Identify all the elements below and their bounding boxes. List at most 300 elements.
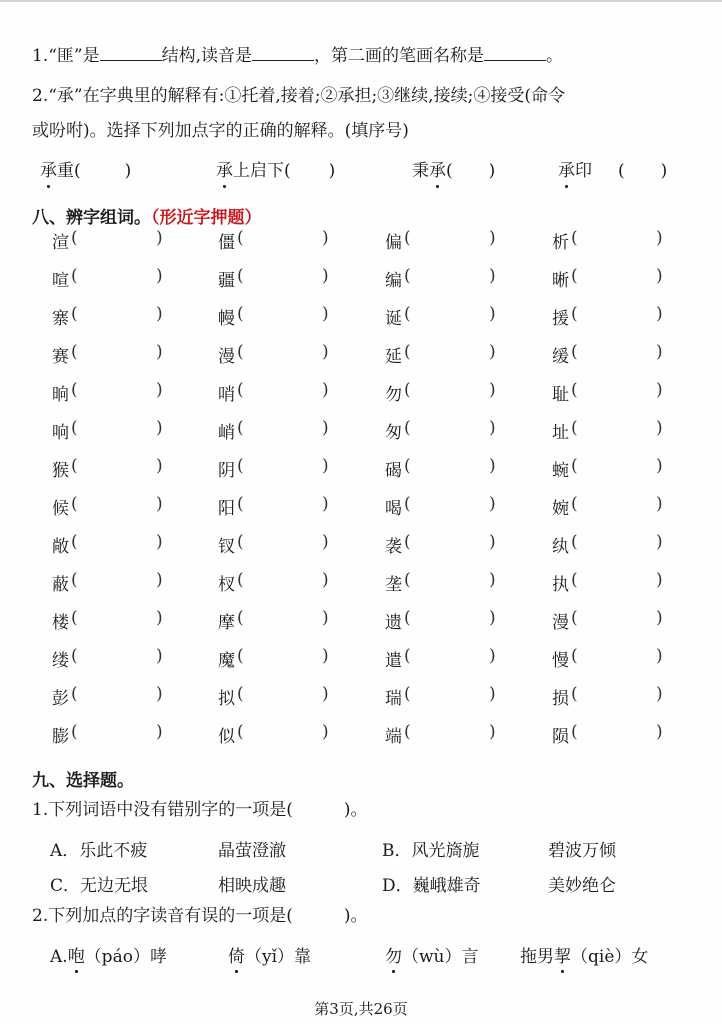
open-paren: ( [571, 722, 578, 742]
grid-row [0, 608, 722, 632]
close-paren: ) [322, 380, 329, 400]
character: 延 [385, 347, 402, 367]
word-cell[interactable] [552, 228, 667, 252]
close-paren: ) [322, 570, 329, 590]
open-paren: ( [571, 684, 578, 704]
character: 僵 [218, 233, 235, 253]
character: 婉 [552, 499, 569, 519]
character: 楼 [52, 613, 69, 633]
open-paren: ( [237, 494, 244, 514]
character: 耻 [552, 385, 569, 405]
open-paren: ( [237, 532, 244, 552]
pinyin: （yǐ） [245, 947, 295, 967]
close-paren: ) [489, 608, 496, 628]
dotted-char: 挈 [554, 942, 571, 967]
close-paren: ) [322, 456, 329, 476]
question-2-line2: 或吩咐)。选择下列加点字的正确的解释。(填序号) [32, 121, 409, 141]
character: 喧 [52, 271, 69, 291]
close-paren: ) [489, 418, 496, 438]
word-cell[interactable] [218, 418, 333, 442]
open-paren: ( [237, 722, 244, 742]
word-cell[interactable] [385, 646, 500, 670]
word-cell[interactable] [52, 608, 167, 632]
character: 勿 [385, 385, 402, 405]
character: 编 [385, 271, 402, 291]
close-paren: ) [156, 722, 163, 742]
character: 敞 [52, 537, 69, 557]
close-paren: ) [656, 456, 663, 476]
close-paren: ) [322, 418, 329, 438]
q2-item-3 [412, 160, 495, 182]
character: 慢 [552, 651, 569, 671]
close-paren: ) [489, 646, 496, 666]
word-cell[interactable] [385, 418, 500, 442]
open-paren: ( [571, 266, 578, 286]
word-cell[interactable] [218, 608, 333, 632]
close-paren: ) [489, 380, 496, 400]
close-paren: ) [156, 646, 163, 666]
close-paren: ) [322, 494, 329, 514]
word-cell[interactable] [52, 532, 167, 556]
option-b[interactable]: B．风光旖旎 [382, 841, 480, 861]
q1-mid2: ，第二画的笔画名称是 [314, 46, 485, 66]
open-paren: ( [237, 608, 244, 628]
close-paren: ) [489, 228, 496, 248]
grid-row [0, 304, 722, 328]
answer-blank-structure[interactable] [100, 44, 162, 61]
open-paren: ( [404, 608, 411, 628]
word-cell[interactable] [218, 570, 333, 594]
word-cell[interactable] [552, 266, 667, 290]
close-paren: ) [156, 608, 163, 628]
word-cell[interactable] [218, 494, 333, 518]
word-cell[interactable] [385, 722, 500, 746]
open-paren: ( [71, 380, 78, 400]
word-cell[interactable] [52, 228, 167, 252]
open-paren: ( [404, 456, 411, 476]
word-cell[interactable] [218, 266, 333, 290]
close-paren: ) [489, 684, 496, 704]
open-paren: ( [71, 722, 78, 742]
open-paren: ( [71, 418, 78, 438]
word-cell[interactable] [218, 456, 333, 480]
q2-item-1 [40, 160, 131, 182]
open-paren: ( [404, 570, 411, 590]
open-paren: ( [71, 266, 78, 286]
close-paren: ) [156, 418, 163, 438]
character: 偏 [385, 233, 402, 253]
open-paren: ( [571, 228, 578, 248]
option-text: 言 [461, 947, 479, 967]
word-cell[interactable] [385, 532, 500, 556]
character: 渲 [52, 233, 69, 253]
close-paren: ) [656, 266, 663, 286]
dotted-char: 承 [558, 161, 575, 181]
close-paren: ) [322, 646, 329, 666]
grid-row [0, 456, 722, 480]
close-paren: ) [656, 418, 663, 438]
word-cell[interactable] [52, 266, 167, 290]
grid-row [0, 418, 722, 442]
open-paren: ( [404, 494, 411, 514]
section-9-q1-stem: 1.下列词语中没有错别字的一项是( )。 [32, 800, 368, 820]
open-paren: ( [71, 456, 78, 476]
character: 陨 [552, 727, 569, 747]
character: 候 [52, 499, 69, 519]
word-cell[interactable] [52, 418, 167, 442]
option-c[interactable]: C．无边无垠 [50, 876, 149, 896]
character: 摩 [218, 613, 235, 633]
word-cell[interactable] [385, 304, 500, 328]
option-text: 靠 [294, 947, 312, 967]
word-cell[interactable] [385, 228, 500, 252]
character: 址 [552, 423, 569, 443]
close-paren: ) [488, 161, 496, 181]
close-paren: ) [156, 304, 163, 324]
word-cell[interactable] [385, 342, 500, 366]
character: 喝 [385, 499, 402, 519]
word-cell[interactable] [218, 380, 333, 404]
close-paren: ) [489, 342, 496, 362]
close-paren: ) [124, 161, 132, 181]
character: 碣 [385, 461, 402, 481]
character: 损 [552, 689, 569, 709]
pinyin: （wù） [402, 947, 462, 967]
option-label: A. [50, 947, 68, 967]
word-cell[interactable] [52, 722, 167, 746]
open-paren: ( [571, 304, 578, 324]
close-paren: ) [489, 494, 496, 514]
character: 响 [52, 423, 69, 443]
dotted-char: 倚 [228, 942, 245, 967]
close-paren: ) [660, 161, 668, 181]
close-paren: ) [489, 570, 496, 590]
character: 纨 [552, 537, 569, 557]
q1-prefix: 1.“匪”是 [32, 46, 100, 66]
section-9-q2-stem: 2.下列加点的字读音有误的一项是( )。 [32, 906, 368, 926]
character: 彭 [52, 689, 69, 709]
character: 魔 [218, 651, 235, 671]
word-cell[interactable] [552, 342, 667, 366]
open-paren: ( [237, 570, 244, 590]
character: 杈 [218, 575, 235, 595]
close-paren: ) [656, 646, 663, 666]
open-paren: ( [237, 418, 244, 438]
q2-item-text: 印 [575, 161, 592, 181]
word-cell[interactable] [385, 684, 500, 708]
close-paren: ) [489, 266, 496, 286]
word-cell[interactable] [52, 684, 167, 708]
grid-row [0, 722, 722, 746]
character: 疆 [218, 271, 235, 291]
option-a-second: 晶萤澄澈 [218, 841, 286, 861]
character: 诞 [385, 309, 402, 329]
open-paren: ( [404, 418, 411, 438]
word-cell[interactable] [552, 380, 667, 404]
character: 蔽 [52, 575, 69, 595]
grid-row [0, 570, 722, 594]
q2-option-4[interactable] [520, 942, 648, 967]
open-paren: ( [404, 646, 411, 666]
character: 幔 [218, 309, 235, 329]
open-paren: ( [237, 228, 244, 248]
word-cell[interactable] [385, 494, 500, 518]
open-paren: ( [571, 646, 578, 666]
open-paren: ( [71, 532, 78, 552]
character: 蜿 [552, 461, 569, 481]
close-paren: ) [156, 456, 163, 476]
close-paren: ) [489, 304, 496, 324]
q1-end: 。 [546, 46, 564, 66]
character: 执 [552, 575, 569, 595]
close-paren: ) [489, 456, 496, 476]
close-paren: ) [656, 608, 663, 628]
close-paren: ) [656, 494, 663, 514]
open-paren: ( [71, 228, 78, 248]
section-8-note: （形近字押题） [151, 208, 262, 228]
word-cell[interactable] [218, 304, 333, 328]
close-paren: ) [656, 722, 663, 742]
open-paren: ( [571, 570, 578, 590]
pinyin: （qiè） [571, 947, 632, 967]
open-paren: ( [237, 646, 244, 666]
open-paren: ( [237, 456, 244, 476]
character: 漫 [552, 613, 569, 633]
word-cell[interactable] [552, 494, 667, 518]
open-paren: ( [404, 342, 411, 362]
open-paren: ( [404, 304, 411, 324]
word-cell[interactable] [218, 342, 333, 366]
word-cell[interactable] [52, 494, 167, 518]
character: 晌 [52, 385, 69, 405]
close-paren: ) [156, 684, 163, 704]
question-2-line1: 2.“承”在字典里的解释有:①托着,接着;②承担;③继续,接续;④接受(命令 [32, 86, 565, 106]
open-paren: ( [71, 608, 78, 628]
character: 遗 [385, 613, 402, 633]
character: 赛 [52, 347, 69, 367]
close-paren: ) [156, 266, 163, 286]
close-paren: ) [322, 684, 329, 704]
option-c-second: 相映成趣 [218, 876, 286, 896]
option-a[interactable]: A．乐此不疲 [50, 841, 148, 861]
open-paren: ( [618, 161, 625, 181]
close-paren: ) [656, 684, 663, 704]
character: 哨 [218, 385, 235, 405]
character: 瑞 [385, 689, 402, 709]
close-paren: ) [322, 266, 329, 286]
open-paren: ( [571, 494, 578, 514]
word-cell[interactable] [218, 722, 333, 746]
open-paren: ( [571, 418, 578, 438]
top-border [0, 0, 722, 2]
open-paren: ( [404, 266, 411, 286]
open-paren: ( [571, 532, 578, 552]
open-paren: ( [71, 570, 78, 590]
word-cell[interactable] [52, 646, 167, 670]
word-cell[interactable] [552, 684, 667, 708]
open-paren: ( [237, 684, 244, 704]
grid-row [0, 494, 722, 518]
character: 袭 [385, 537, 402, 557]
word-cell[interactable] [552, 646, 667, 670]
close-paren: ) [489, 722, 496, 742]
open-paren: ( [71, 304, 78, 324]
grid-row [0, 684, 722, 708]
open-paren: ( [404, 228, 411, 248]
word-cell[interactable] [52, 380, 167, 404]
character: 漫 [218, 347, 235, 367]
character: 缓 [552, 347, 569, 367]
close-paren: ) [656, 228, 663, 248]
open-paren: ( [237, 266, 244, 286]
word-cell[interactable] [52, 570, 167, 594]
q2-option-1[interactable] [50, 942, 167, 967]
close-paren: ) [156, 570, 163, 590]
open-paren: ( [404, 722, 411, 742]
close-paren: ) [656, 570, 663, 590]
open-paren: ( [237, 342, 244, 362]
character: 猴 [52, 461, 69, 481]
close-paren: ) [656, 304, 663, 324]
close-paren: ) [156, 342, 163, 362]
close-paren: ) [322, 342, 329, 362]
close-paren: ) [489, 532, 496, 552]
close-paren: ) [656, 532, 663, 552]
option-text: 哮 [149, 947, 167, 967]
q2-item-4 [558, 160, 667, 182]
grid-row [0, 380, 722, 404]
q2-item-text: 重( [57, 161, 81, 181]
pinyin: （páo） [84, 947, 150, 967]
word-cell[interactable] [552, 722, 667, 746]
q2-item-2 [216, 160, 335, 182]
open-paren: ( [571, 380, 578, 400]
open-paren: ( [571, 342, 578, 362]
word-cell[interactable] [52, 304, 167, 328]
open-paren: ( [237, 380, 244, 400]
open-paren: ( [571, 608, 578, 628]
word-cell[interactable] [552, 532, 667, 556]
grid-row [0, 342, 722, 366]
character: 寨 [52, 309, 69, 329]
character: 似 [218, 727, 235, 747]
dotted-char: 承 [429, 161, 446, 181]
character: 援 [552, 309, 569, 329]
character: 遣 [385, 651, 402, 671]
word-cell[interactable] [385, 608, 500, 632]
open-paren: ( [71, 342, 78, 362]
word-cell[interactable] [385, 570, 500, 594]
q2-item-text: ( [446, 161, 453, 181]
open-paren: ( [237, 304, 244, 324]
option-text: 女 [631, 947, 649, 967]
character: 匆 [385, 423, 402, 443]
character: 端 [385, 727, 402, 747]
word-cell[interactable] [218, 684, 333, 708]
word-cell[interactable] [552, 608, 667, 632]
q1-mid1: 结构,读音是 [161, 46, 253, 66]
section-9-heading: 九、选择题。 [32, 771, 134, 791]
option-d-second: 美妙绝仑 [548, 876, 616, 896]
option-b-second: 碧波万倾 [548, 841, 616, 861]
open-paren: ( [404, 684, 411, 704]
word-cell[interactable] [218, 646, 333, 670]
grid-row [0, 266, 722, 290]
close-paren: ) [322, 304, 329, 324]
open-paren: ( [71, 684, 78, 704]
dotted-char: 勿 [385, 942, 402, 967]
close-paren: ) [156, 228, 163, 248]
word-cell[interactable] [385, 380, 500, 404]
open-paren: ( [571, 456, 578, 476]
character: 阳 [218, 499, 235, 519]
grid-row [0, 532, 722, 556]
answer-blank-stroke[interactable] [484, 44, 546, 61]
answer-blank-pronunciation[interactable] [252, 44, 314, 61]
close-paren: ) [156, 532, 163, 552]
word-cell[interactable] [552, 456, 667, 480]
character: 析 [552, 233, 569, 253]
q2-option-3[interactable] [385, 942, 479, 967]
close-paren: ) [322, 722, 329, 742]
open-paren: ( [71, 494, 78, 514]
word-cell[interactable] [52, 342, 167, 366]
q2-option-2[interactable] [228, 942, 311, 967]
grid-row [0, 228, 722, 252]
dotted-char: 咆 [68, 942, 85, 967]
character: 拟 [218, 689, 235, 709]
character: 晰 [552, 271, 569, 291]
character: 阴 [218, 461, 235, 481]
word-cell[interactable] [218, 532, 333, 556]
character: 钗 [218, 537, 235, 557]
open-paren: ( [404, 380, 411, 400]
word-cell[interactable] [385, 456, 500, 480]
open-paren: ( [404, 532, 411, 552]
close-paren: ) [322, 228, 329, 248]
word-cell[interactable] [218, 228, 333, 252]
open-paren: ( [71, 646, 78, 666]
close-paren: ) [656, 342, 663, 362]
character: 峭 [218, 423, 235, 443]
word-cell[interactable] [552, 570, 667, 594]
close-paren: ) [156, 380, 163, 400]
option-pre: 拖男 [520, 947, 554, 967]
word-cell[interactable] [385, 266, 500, 290]
close-paren: ) [656, 380, 663, 400]
section-8-heading [32, 203, 262, 228]
close-paren: ) [156, 494, 163, 514]
close-paren: ) [322, 608, 329, 628]
page-footer: 第3页,共26页 [314, 1000, 408, 1018]
option-d[interactable]: D．巍峨雄奇 [382, 876, 481, 896]
q2-item-pre: 秉 [412, 161, 429, 181]
character: 膨 [52, 727, 69, 747]
character: 垄 [385, 575, 402, 595]
close-paren: ) [322, 532, 329, 552]
word-cell[interactable] [552, 304, 667, 328]
grid-row [0, 646, 722, 670]
word-cell[interactable] [552, 418, 667, 442]
word-cell[interactable] [52, 456, 167, 480]
character: 缕 [52, 651, 69, 671]
question-1-line [32, 44, 563, 67]
dotted-char: 承 [40, 161, 57, 181]
close-paren: ) [328, 161, 336, 181]
dotted-char: 承 [216, 161, 233, 181]
section-8-title: 八、辨字组词。 [32, 208, 151, 228]
q2-item-text: 上启下( [233, 161, 291, 181]
